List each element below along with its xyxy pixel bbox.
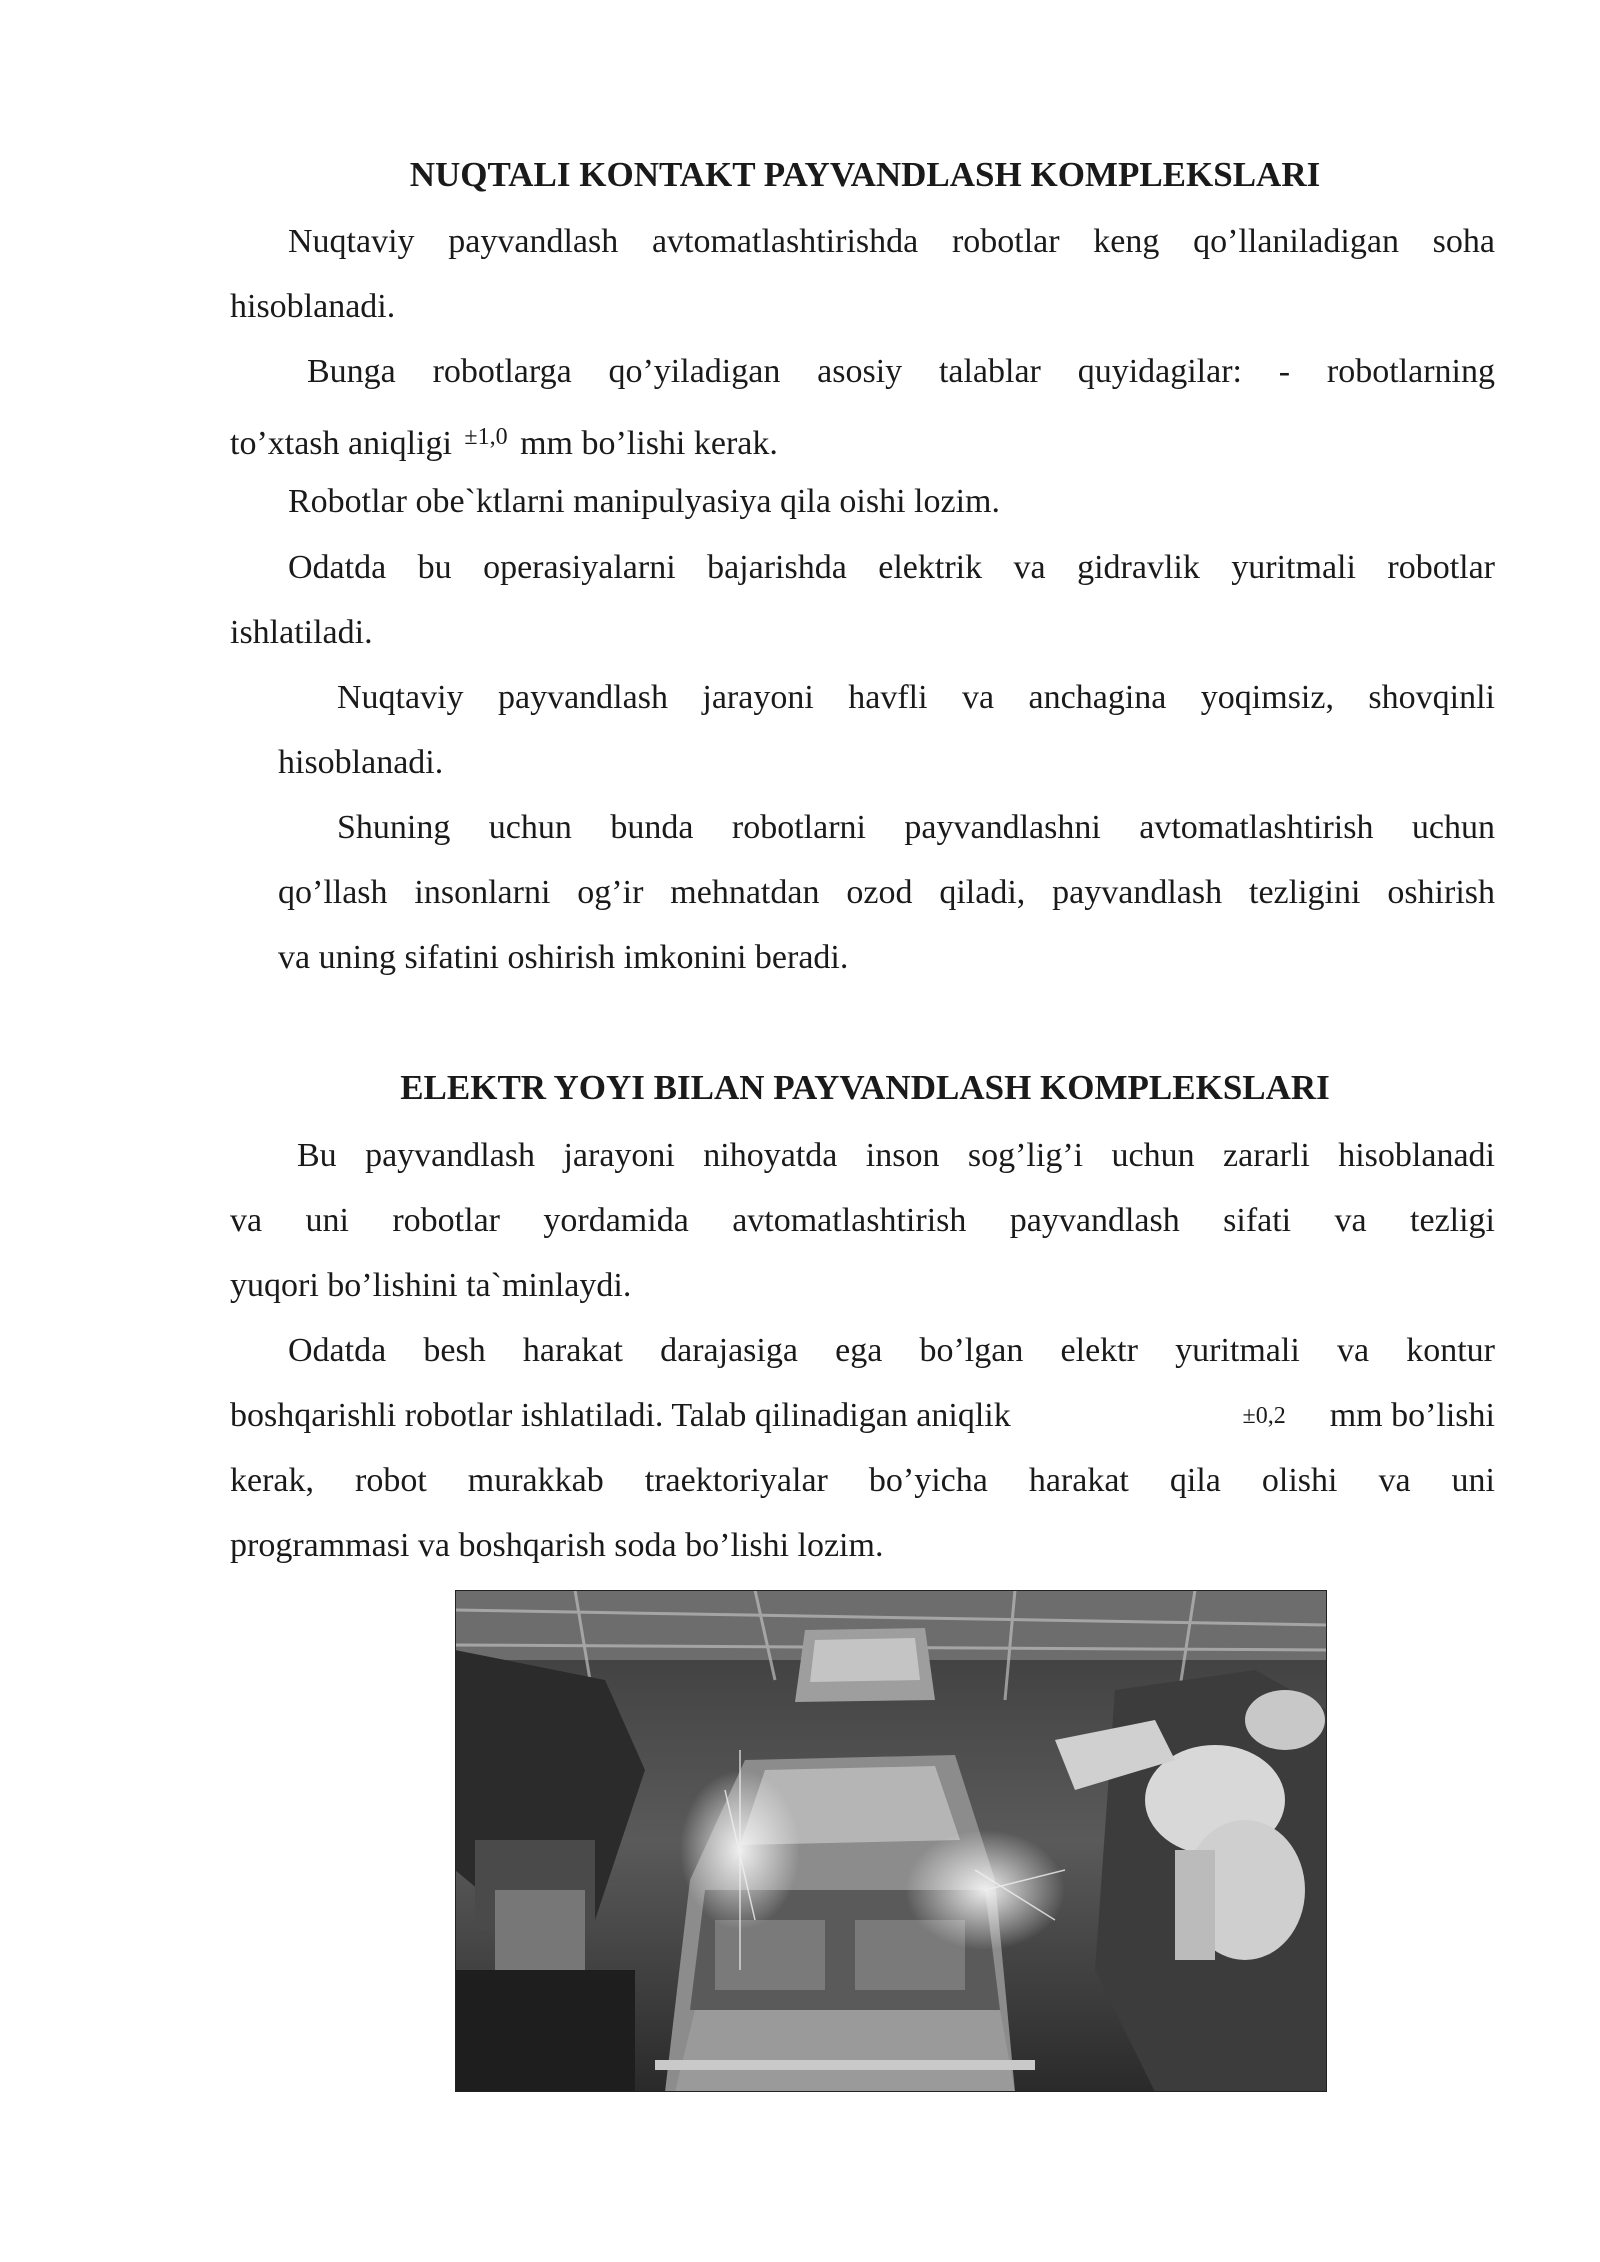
tolerance-value: ±0,2 (1242, 1403, 1286, 1429)
paragraph-line: Robotlar obe`ktlarni manipulyasiya qila oishi lozim. (288, 483, 1000, 520)
welding-robots-photo (455, 1590, 1327, 2092)
paragraph-line: hisoblanadi. (278, 744, 444, 781)
tolerance-value: ±1,0 (464, 424, 508, 450)
paragraph-line: Bunga robotlarga qo’yiladigan asosiy talablar quyidagilar: - robotlarning (307, 353, 1495, 390)
paragraph-line: Bu payvandlash jarayoni nihoyatda inson sog’lig’i uchun zararli hisoblanadi (297, 1137, 1495, 1174)
section-heading-arc-welding: ELEKTR YOYI BILAN PAYVANDLASH KOMPLEKSLARI (400, 1068, 1330, 1107)
paragraph-line: Nuqtaviy payvandlash jarayoni havfli va anchagina yoqimsiz, shovqinli (337, 679, 1495, 716)
section-heading-spot-welding: NUQTALI KONTAKT PAYVANDLASH KOMPLEKSLARI (409, 155, 1321, 194)
paragraph-line: va uning sifatini oshirish imkonini beradi. (278, 939, 849, 976)
text-segment-group (1239, 1396, 1495, 1436)
paragraph-line: programmasi va boshqarish soda bo’lishi lozim. (230, 1527, 884, 1564)
text-segment: to’xtash aniqligi (230, 425, 452, 462)
paragraph-line: kerak, robot murakkab traektoriyalar bo’yicha harakat qila olishi va uni (230, 1462, 1495, 1499)
paragraph-line: Odatda bu operasiyalarni bajarishda elektrik va gidravlik yuritmali robotlar (288, 549, 1495, 586)
paragraph-line: hisoblanadi. (230, 288, 396, 325)
text-segment: boshqarishli robotlar ishlatiladi. Talab qilinadigan aniqlik (230, 1397, 1011, 1434)
paragraph-line: ishlatiladi. (230, 614, 373, 651)
photo-illustration (455, 1590, 1327, 2092)
paragraph-line (230, 1396, 1495, 1436)
paragraph-line: yuqori bo’lishini ta`minlaydi. (230, 1267, 632, 1304)
text-segment: mm bo’lishi (1329, 1397, 1495, 1434)
paragraph-line: Shuning uchun bunda robotlarni payvandlashni avtomatlashtirish uchun (337, 809, 1495, 846)
text-segment: mm bo’lishi kerak. (520, 425, 778, 462)
paragraph-line: Odatda besh harakat darajasiga ega bo’lgan elektr yuritmali va kontur (288, 1332, 1495, 1369)
paragraph-line: Nuqtaviy payvandlash avtomatlashtirishda robotlar keng qo’llaniladigan soha (288, 223, 1495, 260)
paragraph-line: va uni robotlar yordamida avtomatlashtirish payvandlash sifati va tezligi (230, 1202, 1495, 1239)
paragraph-line (230, 417, 778, 464)
paragraph-line: qo’llash insonlarni og’ir mehnatdan ozod qiladi, payvandlash tezligini oshirish (278, 874, 1495, 911)
